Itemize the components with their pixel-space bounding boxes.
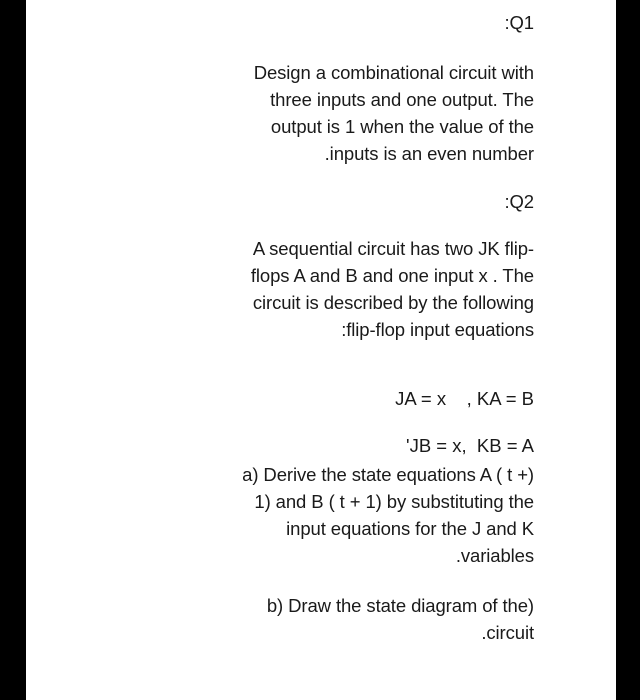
equation-jb-kb: 'JB = x, KB = A: [406, 434, 534, 456]
part-b-line-1: b) Draw the state diagram of the): [266, 595, 534, 616]
q1-text-line-2: three inputs and one output. The: [270, 89, 534, 110]
equation-ja-ka: JA = x , KA = B: [395, 387, 534, 409]
q1-heading: :Q1: [504, 12, 534, 33]
q2-text-line-4: :flip-flop input equations: [341, 319, 534, 340]
q2-text-line-3: circuit is described by the following: [252, 292, 534, 313]
part-a-line-4: .variables: [455, 545, 534, 566]
q1-text-line-3: output is 1 when the value of the: [270, 116, 534, 137]
document-page: [26, 0, 616, 700]
q2-text-line-1: A sequential circuit has two JK flip-: [252, 238, 534, 259]
part-a-line-1: a) Derive the state equations A ( t +): [242, 464, 534, 485]
part-a-line-2: 1) and B ( t + 1) by substituting the: [254, 491, 534, 512]
q2-text-line-2: flops A and B and one input x . The: [250, 265, 534, 286]
part-b-line-2: .circuit: [481, 622, 534, 643]
q1-text-line-4: .inputs is an even number: [324, 143, 534, 164]
q1-text-line-1: Design a combinational circuit with: [253, 62, 534, 83]
part-a-line-3: input equations for the J and K: [286, 518, 534, 539]
q2-heading: :Q2: [504, 191, 534, 212]
